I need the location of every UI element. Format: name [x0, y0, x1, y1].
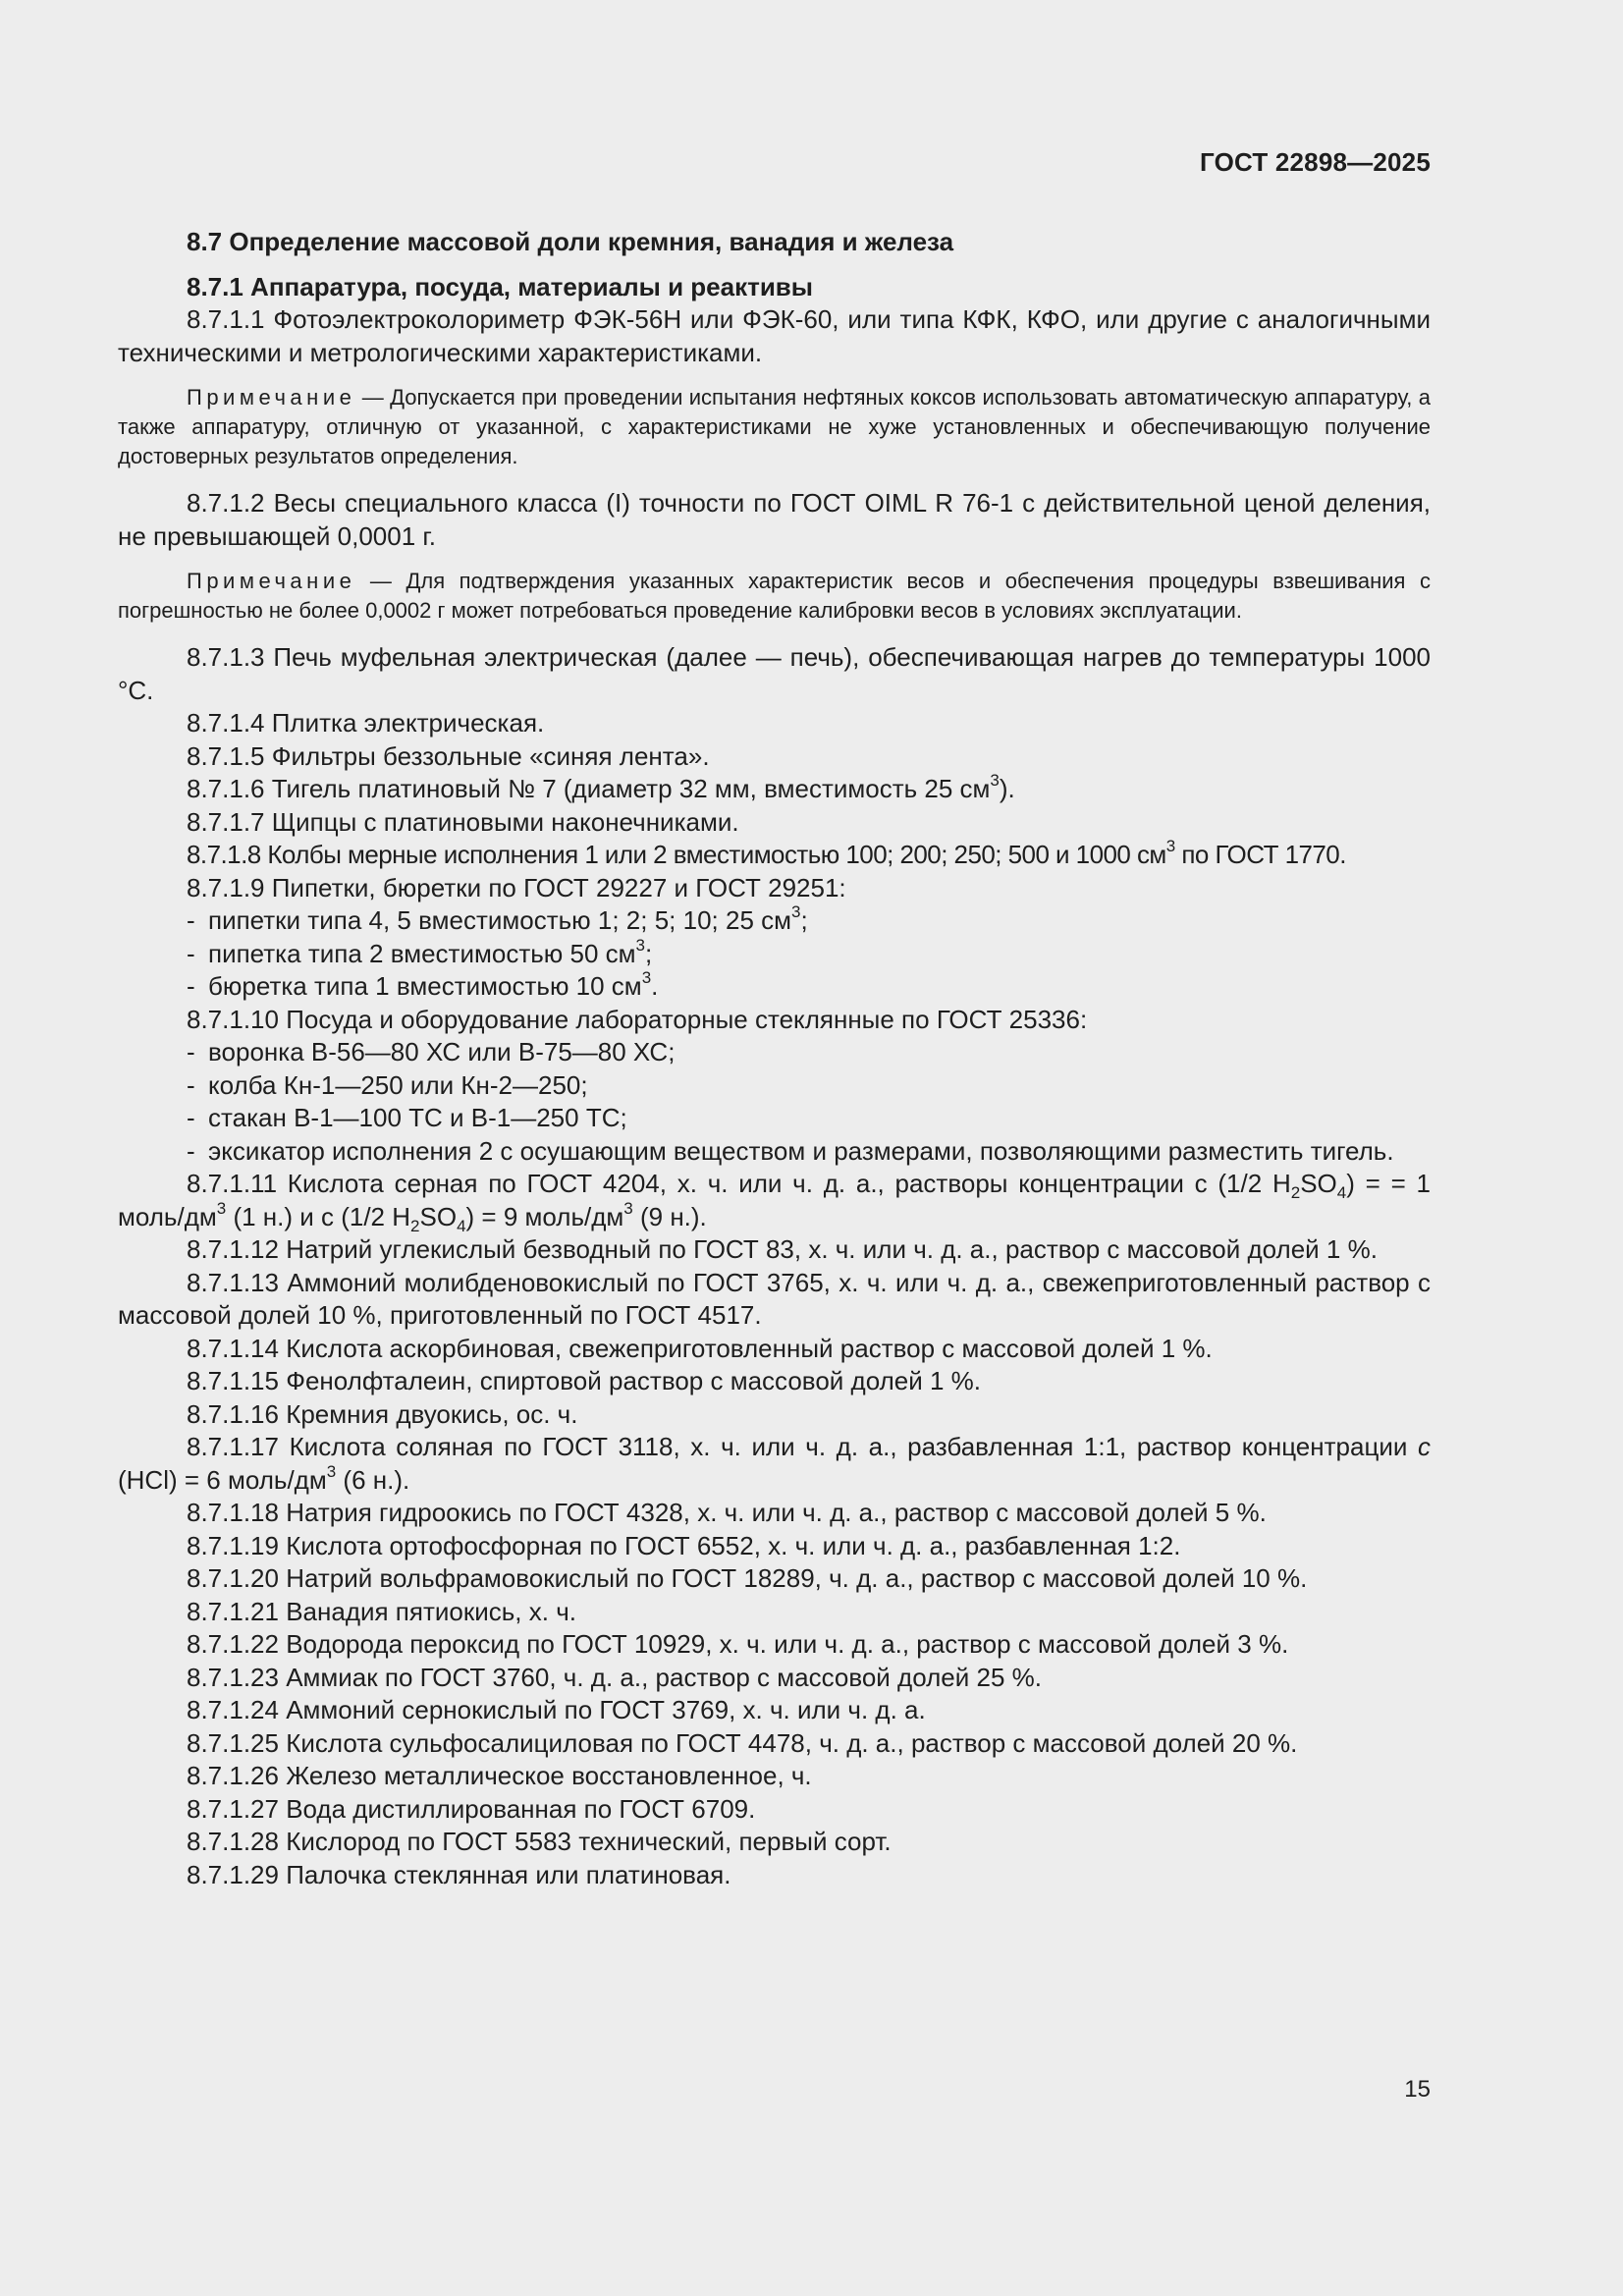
list-item — [118, 935, 1431, 971]
para-8-7-1-29: 8.7.1.29 Палочка стеклянная или платиновая. — [187, 1859, 731, 1889]
list-dash: - — [187, 1103, 195, 1132]
superscript: 3 — [216, 1198, 227, 1218]
para-8-7-1-22: 8.7.1.22 Водорода пероксид по ГОСТ 10929, х. ч. или ч. д. а., раствор с массовой долей 3 %. — [187, 1629, 1289, 1659]
text-run: (6 н.). — [336, 1464, 410, 1495]
list-item — [118, 1135, 1431, 1169]
superscript: 3 — [791, 902, 801, 922]
list-dash: - — [187, 938, 195, 968]
note-text: — Допускается при проведении испытания нефтяных коксов использовать автоматическую аппаратуру, а также аппаратуру, отличную от указанной, с характеристиками не хуже установленных и обеспечивающую получение достоверных результатов определения. — [118, 385, 1431, 468]
text-run: бюретка типа 1 вместимостью 10 см — [208, 971, 642, 1001]
text-run: SO — [419, 1201, 458, 1231]
text-run: 8.7.1.6 Тигель платиновый № 7 (диаметр 32 мм, вместимость 25 см — [187, 774, 991, 803]
subscript: 2 — [1290, 1183, 1301, 1203]
para-8-7-1-8 — [118, 839, 1431, 872]
para-8-7-1-9: 8.7.1.9 Пипетки, бюретки по ГОСТ 29227 и ГОСТ 29251: — [187, 872, 846, 902]
list-item — [118, 1102, 1431, 1135]
para-8-7-1-20: 8.7.1.20 Натрий вольфрамовокислый по ГОСТ 18289, ч. д. а., раствор с массовой долей 10 %. — [187, 1563, 1308, 1593]
para-8-7-1-2: 8.7.1.2 Весы специального класса (I) точности по ГОСТ OIML R 76-1 с действительной ценой деления, не превышающей 0,0001 г. — [118, 488, 1431, 551]
para-8-7-1-13: 8.7.1.13 Аммоний молибденовокислый по ГОСТ 3765, х. ч. или ч. д. а., свежеприготовленный раствор с массовой долей 10 %, приготовленный по ГОСТ 4517. — [118, 1267, 1431, 1330]
para-8-7-1-1: 8.7.1.1 Фотоэлектроколориметр ФЭК-56Н или ФЭК-60, или типа КФК, КФО, или другие с аналогичными техническими и метрологическими характеристиками. — [118, 304, 1431, 367]
text-run: эксикатор исполнения 2 с осушающим веществом и размерами, позволяющими разместить тигель. — [208, 1135, 1394, 1166]
para-8-7-1-25: 8.7.1.25 Кислота сульфосалициловая по ГОСТ 4478, ч. д. а., раствор с массовой долей 20 %. — [187, 1727, 1298, 1758]
text-run: 8.7.1.11 Кислота серная по ГОСТ 4204, х. ч. или ч. д. а., растворы концентрации с (1/2 H — [187, 1169, 1291, 1198]
text-run: ). — [999, 774, 1015, 803]
para-8-7-1-6 — [118, 773, 1431, 806]
text-run: ) = 9 моль/дм — [465, 1201, 624, 1231]
superscript: 3 — [990, 771, 1000, 791]
list-dash: - — [187, 1069, 195, 1100]
text-run: 8.7.1.8 Колбы мерные исполнения 1 или 2 вместимостью 100; 200; 250; 500 и 1000 см — [187, 840, 1166, 869]
italic-var: с — [1418, 1432, 1431, 1461]
text-run: SO — [1300, 1169, 1337, 1198]
list-dash: - — [187, 1037, 195, 1066]
superscript: 3 — [1165, 837, 1175, 856]
superscript: 3 — [641, 968, 652, 988]
para-8-7-1-19: 8.7.1.19 Кислота ортофосфорная по ГОСТ 6552, х. ч. или ч. д. а., разбавленная 1:2. — [187, 1530, 1181, 1560]
para-8-7-1-21: 8.7.1.21 Ванадия пятиокись, х. ч. — [187, 1596, 576, 1626]
para-8-7-1-18: 8.7.1.18 Натрия гидроокись по ГОСТ 4328, х. ч. или ч. д. а., раствор с массовой долей 5 %. — [187, 1498, 1267, 1527]
para-8-7-1-14: 8.7.1.14 Кислота аскорбиновая, свежеприготовленный раствор с массовой долей 1 %. — [187, 1333, 1213, 1363]
para-8-7-1-28: 8.7.1.28 Кислород по ГОСТ 5583 технический, первый сорт. — [187, 1827, 892, 1856]
text-run: колба Кн-1—250 или Кн-2—250; — [208, 1069, 588, 1100]
superscript: 3 — [635, 935, 645, 955]
para-8-7-1-16: 8.7.1.16 Кремния двуокись, ос. ч. — [187, 1398, 578, 1429]
note-2 — [118, 567, 1431, 626]
para-8-7-1-15: 8.7.1.15 Фенолфталеин, спиртовой раствор с массовой долей 1 %. — [187, 1366, 981, 1395]
list-dash: - — [187, 971, 195, 1001]
note-label: Примечание — [187, 569, 356, 593]
para-8-7-1-27: 8.7.1.27 Вода дистиллированная по ГОСТ 6709. — [187, 1793, 756, 1824]
subscript: 2 — [410, 1216, 420, 1235]
para-8-7-1-12: 8.7.1.12 Натрий углекислый безводный по ГОСТ 83, х. ч. или ч. д. а., раствор с массовой долей 1 %. — [187, 1234, 1378, 1264]
text-run: воронка В-56—80 ХС или В-75—80 ХС; — [208, 1037, 676, 1066]
superscript: 3 — [326, 1461, 337, 1481]
list-dash: - — [187, 1135, 195, 1166]
para-8-7-1-10: 8.7.1.10 Посуда и оборудование лабораторные стеклянные по ГОСТ 25336: — [187, 1004, 1088, 1034]
para-8-7-1-5: 8.7.1.5 Фильтры беззольные «синяя лента». — [187, 740, 710, 771]
para-8-7-1-23: 8.7.1.23 Аммиак по ГОСТ 3760, ч. д. а., раствор с массовой долей 25 %. — [187, 1662, 1042, 1692]
text-run: (HCl) = 6 моль/дм — [118, 1464, 327, 1495]
subscript: 4 — [1336, 1183, 1347, 1203]
text-run: ; — [800, 905, 808, 935]
text-run: (1 н.) и с (1/2 H — [226, 1201, 411, 1231]
subscript: 4 — [457, 1216, 466, 1235]
note-label: Примечание — [187, 385, 356, 410]
document-id: ГОСТ 22898—2025 — [1200, 147, 1431, 177]
document-body — [118, 220, 1431, 1891]
list-item — [118, 1069, 1431, 1103]
para-8-7-1-24: 8.7.1.24 Аммоний сернокислый по ГОСТ 3769, х. ч. или ч. д. а. — [187, 1695, 926, 1724]
text-run: стакан В-1—100 ТС и В-1—250 ТС; — [208, 1103, 627, 1132]
para-8-7-1-3: 8.7.1.3 Печь муфельная электрическая (далее — печь), обеспечивающая нагрев до температуры 1000 °С. — [118, 642, 1431, 705]
text-run: пипетка типа 2 вместимостью 50 см — [208, 938, 636, 968]
para-8-7-1-4: 8.7.1.4 Плитка электрическая. — [187, 708, 545, 738]
text-run: ) = = 1 моль/дм — [118, 1169, 1431, 1231]
list-dash: - — [187, 905, 195, 935]
subsection-title: 8.7.1 Аппаратура, посуда, материалы и реактивы — [187, 271, 813, 301]
section-title: 8.7 Определение массовой доли кремния, ванадия и железа — [187, 227, 954, 256]
para-8-7-1-17 — [118, 1431, 1431, 1497]
para-8-7-1-11 — [118, 1168, 1431, 1233]
list-item — [118, 970, 1431, 1004]
text-run: (9 н.). — [632, 1201, 707, 1231]
note-text: — Для подтверждения указанных характеристик весов и обеспечения процедуры взвешивания с погрешностью не более 0,0002 г может потребоваться проведение калибровки весов в условиях эксплуатации. — [118, 569, 1431, 623]
note-1 — [118, 383, 1431, 471]
para-8-7-1-7: 8.7.1.7 Щипцы с платиновыми наконечниками. — [187, 806, 739, 837]
list-item — [118, 1036, 1431, 1069]
para-8-7-1-26: 8.7.1.26 Железо металлическое восстановленное, ч. — [187, 1761, 812, 1790]
text-run: пипетки типа 4, 5 вместимостью 1; 2; 5; 10; 25 см — [208, 905, 792, 935]
superscript: 3 — [623, 1198, 633, 1218]
text-run: 8.7.1.17 Кислота соляная по ГОСТ 3118, х. ч. или ч. д. а., разбавленная 1:1, раствор концентрации — [187, 1432, 1418, 1461]
text-run: по ГОСТ 1770. — [1174, 840, 1346, 869]
page-number: 15 — [1404, 2076, 1431, 2103]
text-run: . — [651, 971, 659, 1001]
list-item — [118, 904, 1431, 938]
text-run: ; — [644, 938, 653, 968]
